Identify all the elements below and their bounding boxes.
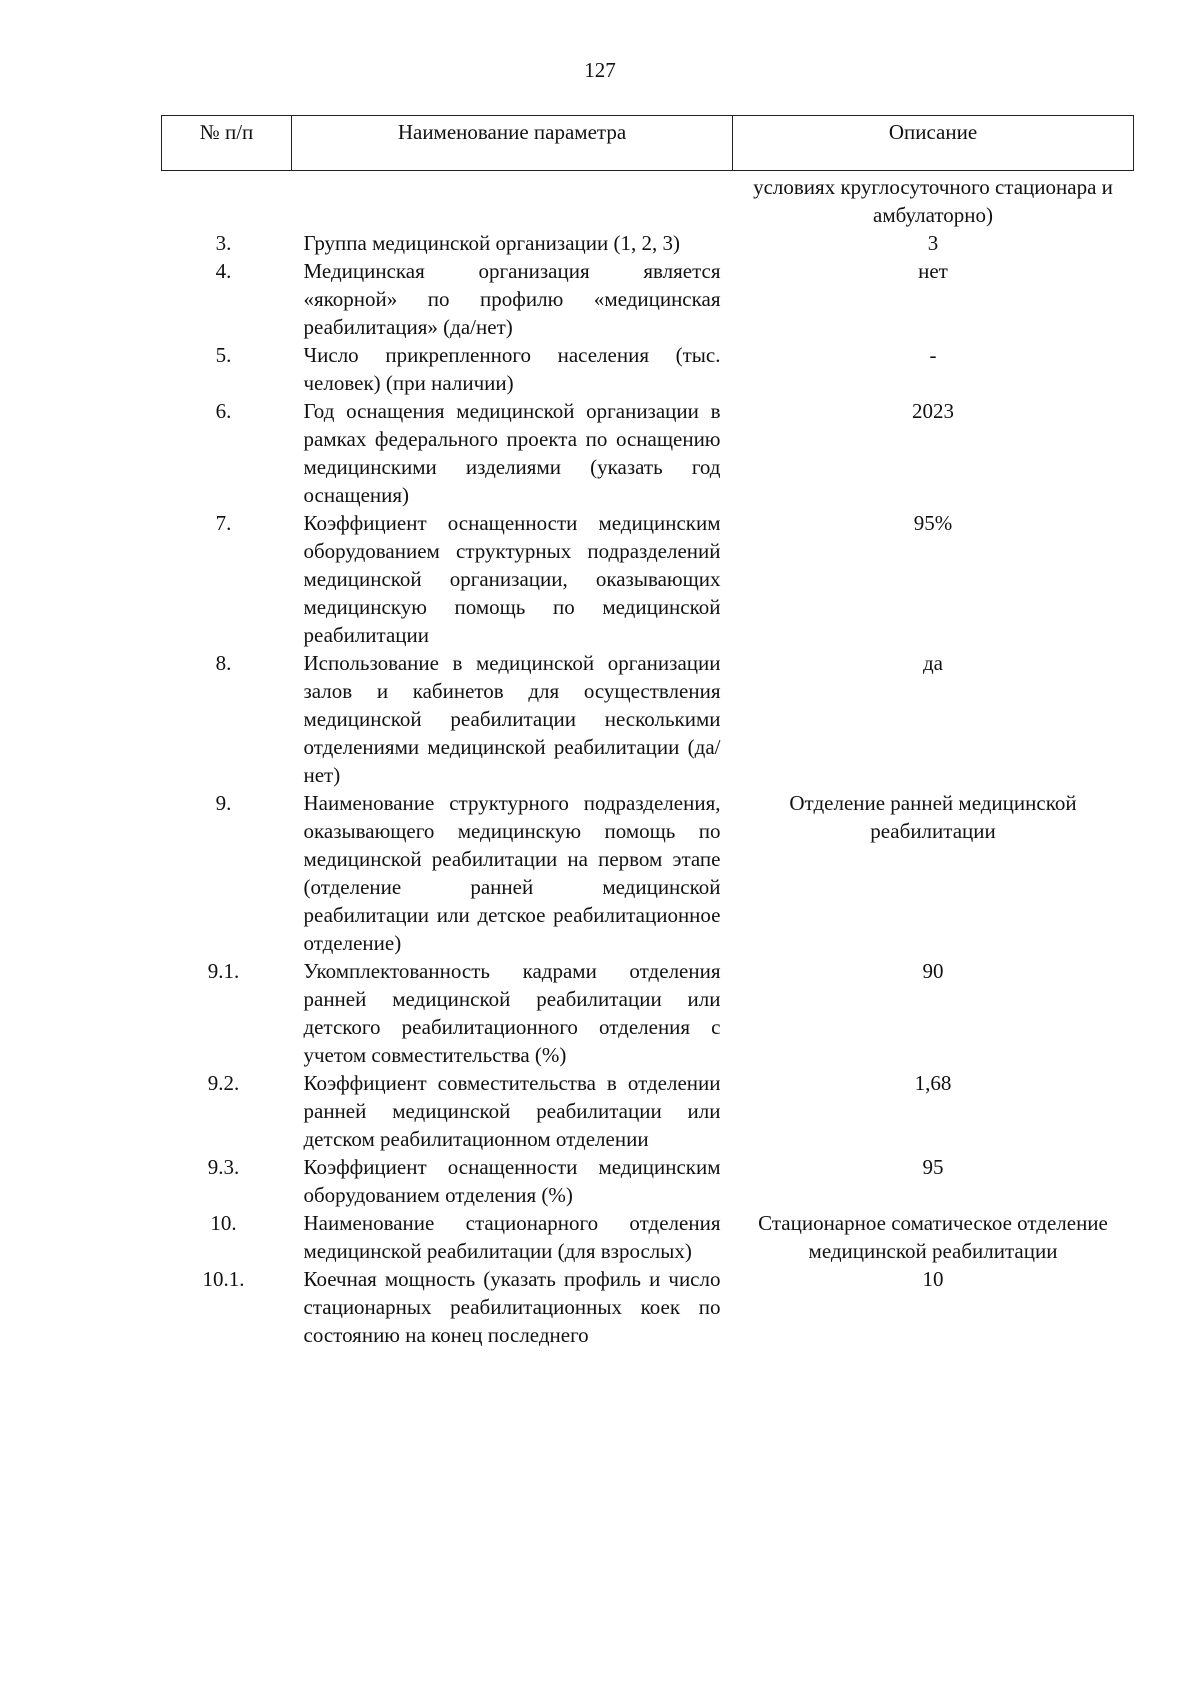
row-description: - xyxy=(929,343,937,367)
row-description: да xyxy=(922,651,943,675)
row-number: 9.2. xyxy=(207,1071,240,1095)
table-header-row xyxy=(162,116,1134,171)
row-number: 4. xyxy=(215,259,232,283)
row-description: 2023 xyxy=(912,399,954,423)
parameters-table xyxy=(161,115,1134,1349)
table-row xyxy=(162,397,1134,509)
row-parameter: Наименование структурного подразделения, оказывающего медицинскую помощь по медицинской реабилитации на первом этапе (отделение ранней медицинской реабилитации или детское реабилитационное отделение) xyxy=(303,791,721,955)
row-parameter: Год оснащения медицинской организации в рамках федерального проекта по оснащению медицинскими изделиями (указать год оснащения) xyxy=(303,399,721,507)
row-description: 95 xyxy=(922,1155,944,1179)
table-row xyxy=(162,229,1134,257)
row-number: 10. xyxy=(210,1211,237,1235)
row-parameter: Коэффициент оснащенности медицинским оборудованием отделения (%) xyxy=(303,1155,721,1207)
row-description: условиях круглосуточного стационара и амбулаторно) xyxy=(753,175,1113,227)
row-number: 9.3. xyxy=(207,1155,240,1179)
row-description: 3 xyxy=(927,231,939,255)
table-row xyxy=(162,509,1134,649)
row-description: Отделение ранней медицинской реабилитации xyxy=(789,791,1077,843)
row-parameter: Группа медицинской организации (1, 2, 3) xyxy=(303,231,680,255)
row-description: 95% xyxy=(913,511,953,535)
table-row xyxy=(162,341,1134,397)
row-parameter: Коэффициент совместительства в отделении ранней медицинской реабилитации или детском реабилитационном отделении xyxy=(303,1071,721,1151)
row-parameter: Число прикрепленного населения (тыс. человек) (при наличии) xyxy=(303,343,721,395)
table-row xyxy=(162,1153,1134,1209)
row-number: 10.1. xyxy=(202,1267,245,1291)
row-description: нет xyxy=(918,259,948,283)
row-number: 5. xyxy=(215,343,232,367)
row-description: 10 xyxy=(922,1267,944,1291)
row-parameter: Использование в медицинской организации залов и кабинетов для осуществления медицинской реабилитации несколькими отделениями медицинской реабилитации (да/нет) xyxy=(303,651,721,787)
table-row xyxy=(162,1265,1134,1349)
row-description: Стационарное соматическое отделение медицинской реабилитации xyxy=(758,1211,1108,1263)
row-number: 9.1. xyxy=(207,959,240,983)
row-parameter: Коэффициент оснащенности медицинским оборудованием структурных подразделений медицинской организации, оказывающих медицинскую помощь по медицинской реабилитации xyxy=(303,511,721,647)
row-number: 9. xyxy=(215,791,232,815)
table-row xyxy=(162,649,1134,789)
header-parameter-name: Наименование параметра xyxy=(292,116,733,171)
table-row xyxy=(162,257,1134,341)
row-number: 7. xyxy=(215,511,232,535)
row-parameter: Наименование стационарного отделения медицинской реабилитации (для взрослых) xyxy=(303,1211,721,1263)
table-row xyxy=(162,1069,1134,1153)
row-parameter: Укомплектованность кадрами отделения ранней медицинской реабилитации или детского реабилитационного отделения с учетом совместительства (%) xyxy=(303,959,721,1067)
table-row-continuation xyxy=(162,171,1134,230)
row-parameter xyxy=(292,171,733,230)
row-parameter: Медицинская организация является «якорной» по профилю «медицинская реабилитация» (да/нет) xyxy=(303,259,721,339)
row-description: 90 xyxy=(922,959,944,983)
row-parameter: Коечная мощность (указать профиль и число стационарных реабилитационных коек по состоянию на конец последнего xyxy=(303,1267,721,1347)
table-row xyxy=(162,957,1134,1069)
header-description: Описание xyxy=(733,116,1134,171)
header-number: № п/п xyxy=(162,116,292,171)
row-number: 3. xyxy=(215,231,232,255)
table-row xyxy=(162,789,1134,957)
row-number: 8. xyxy=(215,651,232,675)
row-number: 6. xyxy=(215,399,232,423)
row-number xyxy=(162,171,292,230)
page-number: 127 xyxy=(584,58,616,82)
row-description: 1,68 xyxy=(914,1071,952,1095)
table-row xyxy=(162,1209,1134,1265)
